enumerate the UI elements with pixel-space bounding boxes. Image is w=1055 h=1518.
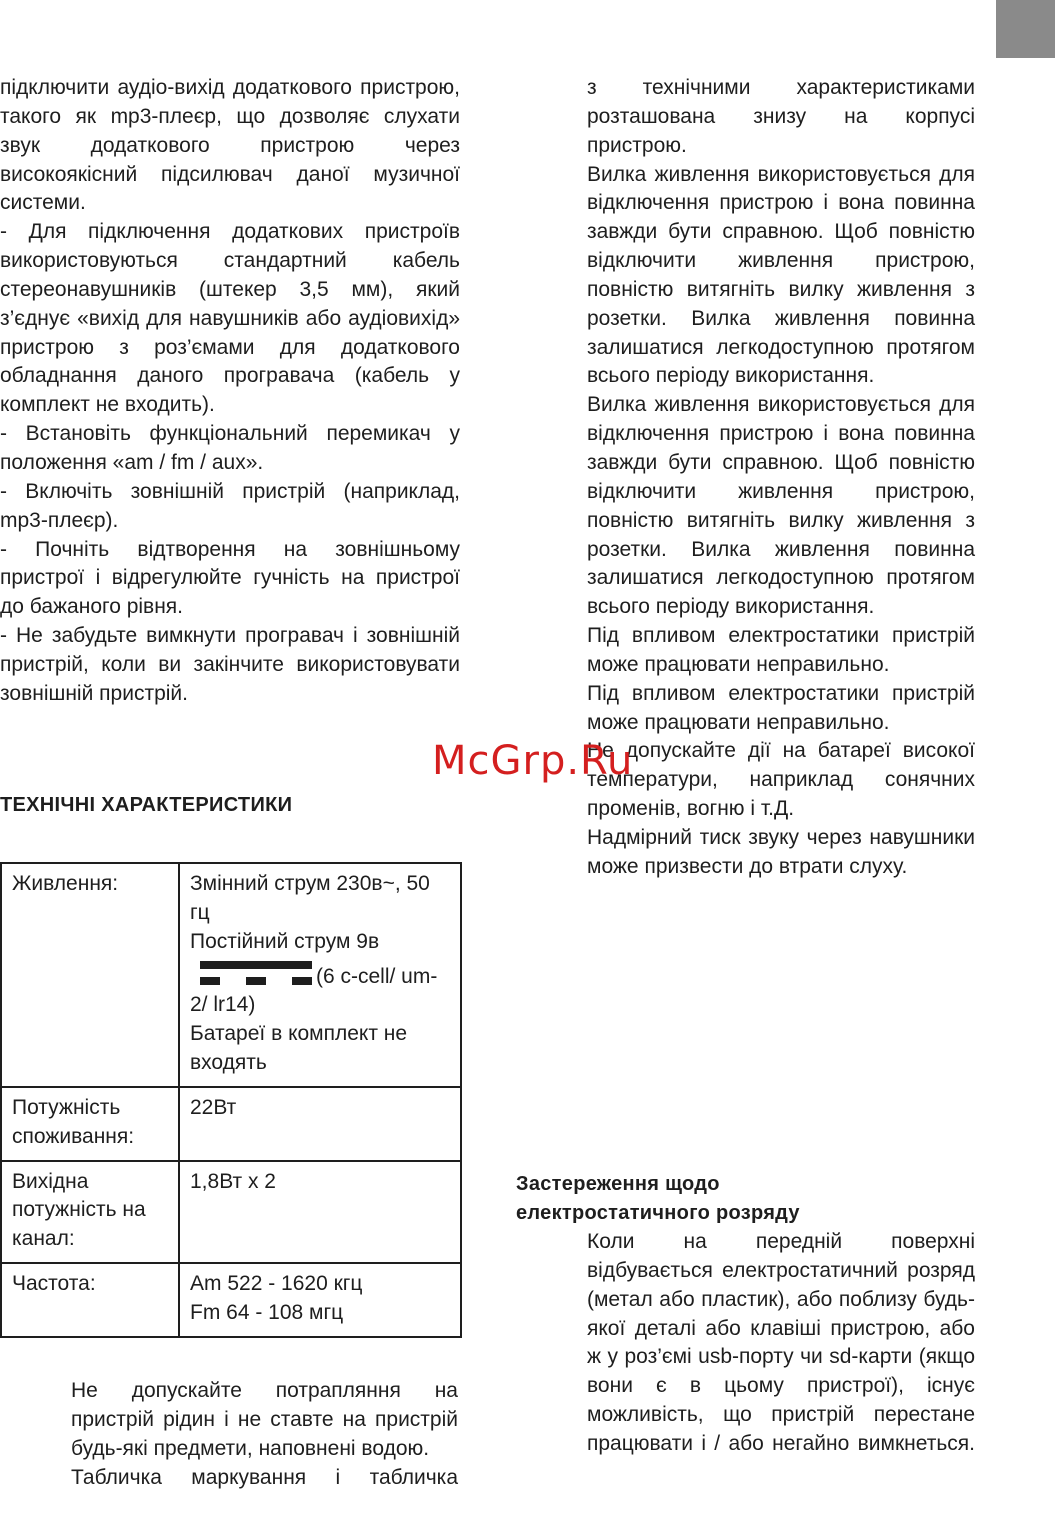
paragraph: - Почніть відтворення на зовнішньому пристрої і відрегулюйте гучність на пристрої до бажаного рівня. [0,537,460,619]
power-batteries: Батареї в комплект не входять [190,1022,408,1075]
spec-table [0,862,462,1338]
paragraph: Не допускайте потрапляння на пристрій рідин і не ставте на пристрій будь-які предмети, наповнені водою. [71,1379,458,1460]
paragraph: Вилка живлення використовується для відключення пристрою і вона повинна завжди бути справною. Щоб повністю відключити живлення пристрою, повністю витягніть вилку живлення з розетки. Вилка живлення повинна залишатися легкодоступною протягом всього періоду використання. [587,393,975,619]
paragraph: Вилка живлення використовується для відключення пристрою і вона повинна завжди бути справною. Щоб повністю відключити живлення пристрою, повністю витягніть вилку живлення з розетки. Вилка живлення повинна залишатися легкодоступною протягом всього періоду використання. [587,162,975,388]
right-column [587,74,975,882]
frequency-am: Am 522 - 1620 кгц [190,1272,363,1296]
spec-value: 22Вт [179,1087,461,1161]
paragraph: Під впливом електростатики пристрій може працювати неправильно. [587,681,975,734]
table-row [1,1161,461,1264]
esd-heading-line: електростатичного розряду [516,1202,800,1224]
power-dc: Постійний струм 9в [190,929,380,953]
paragraph: з технічними характеристиками розташована знизу на корпусі пристрою. [587,76,975,157]
spec-value [179,863,461,1087]
table-row [1,1263,461,1337]
esd-heading-line: Застереження щодо [516,1173,720,1195]
power-cells-line [190,957,452,1021]
esd-body [587,1228,975,1459]
paragraph: Коли на передній поверхні відбувається електростатичний розряд (метал або пластик), або поблизу будь-якої деталі або клавіші пристрою, або ж у роз’ємі usb-порту чи sd-карти (якщо вони є в цьому пристрої), існує можливість, що пристрій перестане працювати і / або негайно вимкнеться. [587,1230,975,1455]
paragraph: - Для підключення додаткових пристроїв використовуються стандартний кабель стереонавушників (штекер 3,5 мм), який з’єднує «вихід для навушників або аудіовихід» пристрою з роз’ємами для додаткового обладнання даного програвача (кабель у комплект не входить). [0,220,460,417]
paragraph: Під впливом електростатики пристрій може працювати неправильно. [587,624,975,676]
paragraph: підключити аудіо-вихід додаткового пристрою, такого як mp3-плеєр, що дозволяє слухати звук додаткового пристрою через високоякісний підсилювач даної музичної системи. [0,76,460,215]
paragraph: Табличка маркування і табличка [71,1465,458,1489]
power-ac: Змінний струм 230в~, 50 гц [190,872,430,924]
table-row [1,863,461,1087]
spec-label: Частота: [1,1263,179,1337]
spec-label: Потужність споживання: [1,1087,179,1161]
watermark: McGrp.Ru [432,738,634,784]
spec-value: 1,8Вт x 2 [179,1161,461,1264]
paragraph: Не допускайте дії на батареї високої температури, наприклад сонячних променів, вогню і т.Д. [587,739,975,821]
paragraph: Надмірний тиск звуку через навушники може призвести до втрати слуху. [587,825,975,878]
power-cells: (6 c-cell/ um-2/ lr14) [190,964,438,1017]
spec-label: Живлення: [1,863,179,1087]
frequency-fm: Fm 64 - 108 мгц [190,1300,344,1324]
dc-symbol-icon [200,957,312,989]
paragraph: - Включіть зовнішній пристрій (наприклад, mp3-плеєр). [0,479,460,532]
paragraph: - Встановіть функціональний перемикач у положення «am / fm / aux». [0,422,460,474]
table-row [1,1087,461,1161]
left-column [0,74,460,709]
paragraph: - Не забудьте вимкнути програвач і зовнішній пристрій, коли ви закінчите використовувати зовнішній пристрій. [0,624,460,705]
page-tab-marker [996,0,1055,58]
bottom-left-text [71,1377,458,1492]
tech-specs-heading: ТЕХНІЧНІ ХАРАКТЕРИСТИКИ [0,794,293,816]
esd-heading [516,1170,800,1228]
spec-value [179,1263,461,1337]
spec-label: Вихідна потужність на канал: [1,1161,179,1264]
